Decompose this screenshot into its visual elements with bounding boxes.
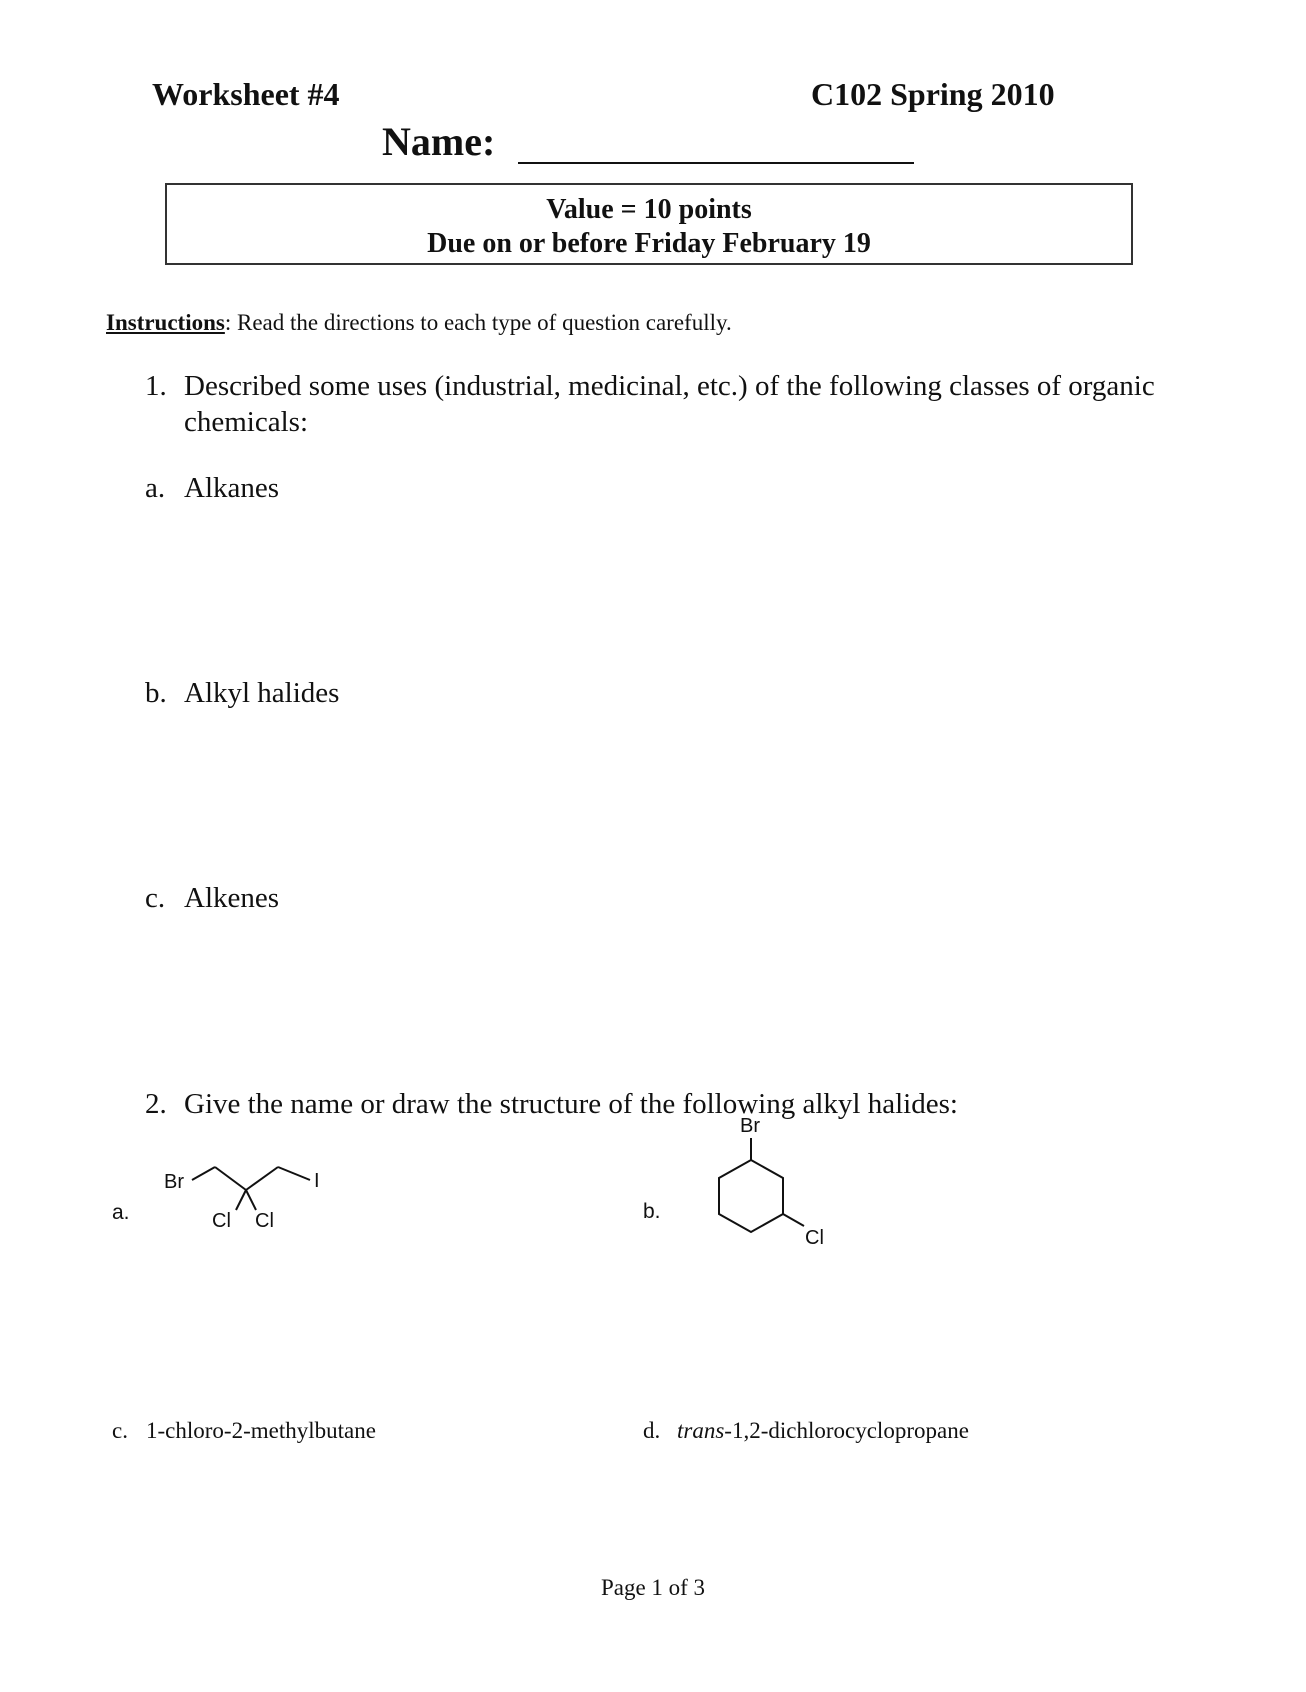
name-blank-line[interactable]: [518, 162, 914, 164]
atom-label: Cl: [805, 1227, 824, 1249]
instructions-text: : Read the directions to each type of question carefully.: [224, 310, 732, 335]
info-box: [165, 183, 1133, 265]
atom-label: Br: [740, 1115, 760, 1137]
item-prefix: trans: [677, 1418, 725, 1443]
question-2c: [112, 1418, 376, 1444]
question-1c: [145, 882, 279, 915]
bond: [278, 1167, 310, 1180]
atom-label: Cl: [212, 1210, 231, 1232]
atom-label: Cl: [255, 1210, 274, 1232]
instructions-label: Instructions: [106, 310, 225, 335]
item-text: Alkenes: [184, 882, 280, 914]
item-letter: c.: [145, 882, 166, 914]
item-letter: a.: [145, 472, 166, 504]
question-1: [145, 368, 1205, 440]
question-1a: [145, 472, 279, 505]
question-1-text: Described some uses (industrial, medicinal, etc.) of the following classes of organic chemicals:: [184, 370, 1155, 438]
point-value: Value = 10 points: [546, 194, 752, 225]
structure-a-diagram: [150, 1150, 350, 1240]
item-text: Alkanes: [184, 472, 280, 504]
bond: [236, 1190, 246, 1210]
bond: [783, 1214, 804, 1226]
page-number: Page 1 of 3: [600, 1575, 706, 1600]
course-label: C102 Spring 2010: [811, 76, 1055, 112]
structure-b-diagram: [700, 1110, 850, 1260]
item-text: -1,2-dichlorocyclopropane: [724, 1418, 969, 1443]
item-letter: b.: [145, 677, 167, 709]
worksheet-title: Worksheet #4: [152, 76, 340, 112]
instructions: [106, 310, 732, 336]
bond: [215, 1167, 246, 1190]
question-2-number: 2.: [145, 1088, 167, 1120]
bond: [246, 1167, 278, 1190]
item-letter: d.: [643, 1418, 661, 1443]
atom-label: I: [314, 1170, 320, 1192]
cyclohexane-ring: [719, 1160, 783, 1232]
name-label: Name:: [382, 119, 496, 164]
question-1-number: 1.: [145, 370, 167, 402]
bond: [246, 1190, 256, 1210]
bond: [192, 1167, 215, 1180]
due-date: Due on or before Friday February 19: [427, 228, 871, 259]
question-2-text: Give the name or draw the structure of the following alkyl halides:: [184, 1088, 958, 1120]
question-2d: [643, 1418, 969, 1444]
item-text: 1-chloro-2-methylbutane: [146, 1418, 376, 1443]
item-letter: c.: [112, 1418, 128, 1443]
item-text: Alkyl halides: [184, 677, 340, 709]
structure-b-letter: b.: [643, 1200, 661, 1223]
atom-label: Br: [164, 1171, 184, 1193]
question-1b: [145, 677, 339, 710]
structure-a-letter: a.: [112, 1201, 130, 1224]
